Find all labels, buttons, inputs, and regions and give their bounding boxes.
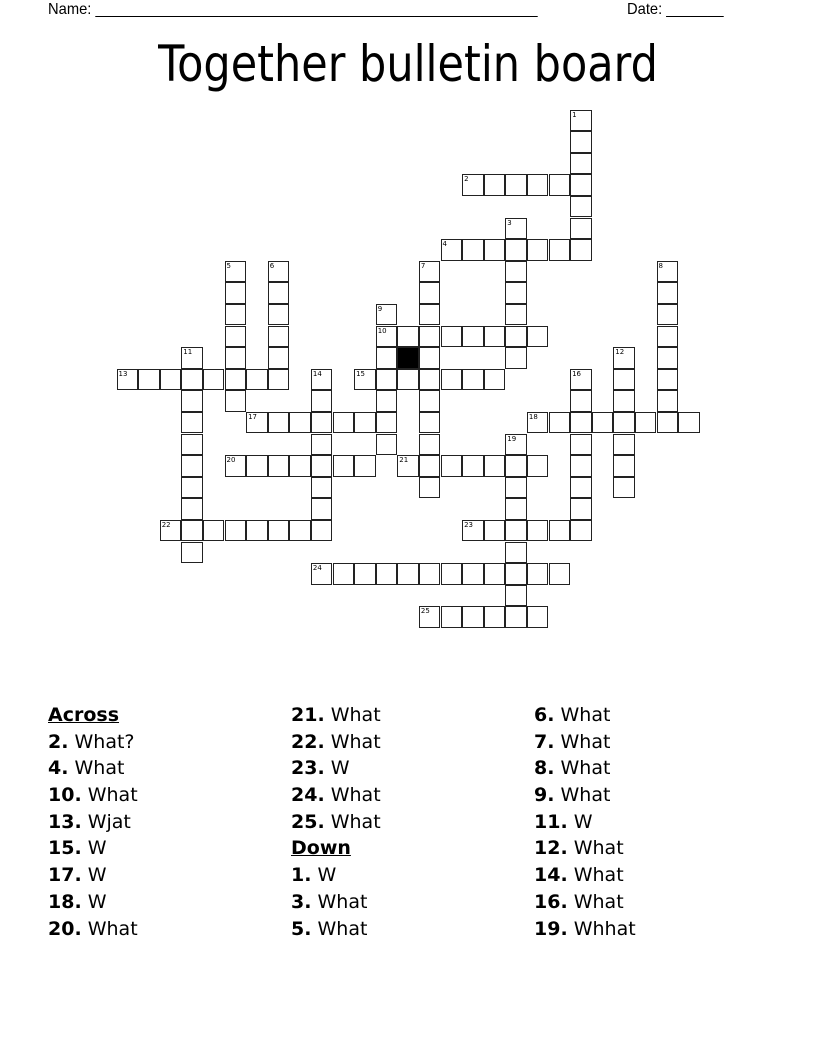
grid-cell[interactable] xyxy=(181,455,203,477)
grid-cell[interactable] xyxy=(570,412,592,434)
grid-cell[interactable] xyxy=(570,196,592,218)
clue-text: W xyxy=(330,757,350,780)
grid-cell[interactable] xyxy=(225,369,247,391)
clue-number-label: 14. xyxy=(534,864,568,887)
clue-item xyxy=(291,782,381,809)
grid-cell[interactable] xyxy=(657,282,679,304)
clue-text: W xyxy=(87,864,107,887)
grid-cell[interactable] xyxy=(505,606,527,628)
grid-cell[interactable] xyxy=(462,369,484,391)
clue-number: 22 xyxy=(161,520,171,529)
grid-cell[interactable] xyxy=(117,369,139,391)
grid-cell[interactable] xyxy=(289,520,311,542)
clue-item xyxy=(534,755,636,782)
clue-text: What xyxy=(330,730,381,753)
grid-cell[interactable] xyxy=(419,412,441,434)
clue-text: W xyxy=(87,890,107,913)
clue-item xyxy=(48,729,138,756)
grid-cell[interactable] xyxy=(419,455,441,477)
grid-cell[interactable] xyxy=(613,390,635,412)
clue-item xyxy=(291,862,381,889)
grid-cell[interactable] xyxy=(181,520,203,542)
grid-cell[interactable] xyxy=(181,369,203,391)
grid-cell[interactable] xyxy=(505,218,527,240)
clue-item xyxy=(534,729,636,756)
grid-cell[interactable] xyxy=(441,326,463,348)
grid-cell[interactable] xyxy=(225,390,247,412)
clue-item xyxy=(534,916,636,943)
clue-number: 15 xyxy=(356,369,366,378)
grid-cell[interactable] xyxy=(419,563,441,585)
clue-number: 14 xyxy=(312,369,322,378)
grid-cell[interactable] xyxy=(657,369,679,391)
clue-number-label: 13. xyxy=(48,810,82,833)
grid-cell[interactable] xyxy=(246,412,268,434)
grid-cell[interactable] xyxy=(333,563,355,585)
grid-cell[interactable] xyxy=(484,606,506,628)
clue-item xyxy=(534,782,636,809)
clue-text: What xyxy=(330,784,381,807)
grid-cell[interactable] xyxy=(570,131,592,153)
grid-cell[interactable] xyxy=(268,347,290,369)
grid-cell[interactable] xyxy=(570,218,592,240)
clue-text: What xyxy=(330,704,381,726)
grid-cell[interactable] xyxy=(527,239,549,261)
grid-cell[interactable] xyxy=(613,347,635,369)
clue-text: What xyxy=(560,704,611,726)
grid-cell[interactable] xyxy=(311,563,333,585)
grid-cell[interactable] xyxy=(527,606,549,628)
clue-number: 20 xyxy=(226,456,236,465)
grid-cell[interactable] xyxy=(484,174,506,196)
grid-cell[interactable] xyxy=(181,412,203,434)
clue-item xyxy=(291,702,381,729)
grid-cell[interactable] xyxy=(225,347,247,369)
grid-cell[interactable] xyxy=(570,477,592,499)
grid-cell[interactable] xyxy=(657,412,679,434)
clue-number: 10 xyxy=(377,326,387,335)
clue-number: 23 xyxy=(464,520,474,529)
down-heading: Down xyxy=(291,837,351,860)
clue-number-label: 6. xyxy=(534,704,555,726)
clue-item xyxy=(48,916,138,943)
clue-number: 1 xyxy=(572,110,577,119)
grid-cell[interactable] xyxy=(505,326,527,348)
clue-text: What xyxy=(87,917,138,940)
grid-cell[interactable] xyxy=(570,498,592,520)
clue-column-3 xyxy=(534,702,636,942)
grid-cell[interactable] xyxy=(505,455,527,477)
clue-item xyxy=(48,889,138,916)
grid-cell[interactable] xyxy=(527,174,549,196)
grid-cell[interactable] xyxy=(419,347,441,369)
grid-cell[interactable] xyxy=(419,282,441,304)
clue-number: 24 xyxy=(312,564,322,573)
clue-number-label: 9. xyxy=(534,784,555,807)
grid-cell[interactable] xyxy=(462,174,484,196)
grid-cell[interactable] xyxy=(268,282,290,304)
clue-item xyxy=(48,862,138,889)
grid-cell[interactable] xyxy=(181,434,203,456)
grid-cell[interactable] xyxy=(505,434,527,456)
grid-cell[interactable] xyxy=(657,390,679,412)
grid-cell[interactable] xyxy=(657,326,679,348)
name-field[interactable]: Name: ______________________________________________________ xyxy=(48,1,538,18)
clue-number: 6 xyxy=(269,261,275,270)
clue-number-label: 24. xyxy=(291,784,325,807)
grid-cell[interactable] xyxy=(484,520,506,542)
grid-cell[interactable] xyxy=(181,542,203,564)
clue-number-label: 4. xyxy=(48,757,69,780)
clue-number: 18 xyxy=(528,412,538,421)
grid-cell[interactable] xyxy=(657,261,679,283)
clue-number: 19 xyxy=(507,434,517,443)
grid-cell[interactable] xyxy=(484,369,506,391)
clue-item xyxy=(534,702,636,729)
grid-cell[interactable] xyxy=(613,369,635,391)
grid-cell[interactable] xyxy=(549,563,571,585)
clue-number-label: 2. xyxy=(48,730,69,753)
grid-cell[interactable] xyxy=(570,390,592,412)
grid-cell[interactable] xyxy=(397,326,419,348)
clue-number: 8 xyxy=(658,261,663,270)
clue-text: What xyxy=(560,730,611,753)
grid-cell[interactable] xyxy=(505,563,527,585)
grid-cell[interactable] xyxy=(484,239,506,261)
clue-text: What xyxy=(573,890,624,913)
grid-cell[interactable] xyxy=(246,520,268,542)
clue-item xyxy=(291,755,381,782)
clue-text: W xyxy=(573,810,593,833)
grid-cell[interactable] xyxy=(527,412,549,434)
clue-number-label: 22. xyxy=(291,730,325,753)
grid-cell[interactable] xyxy=(527,563,549,585)
grid-cell[interactable] xyxy=(419,434,441,456)
grid-cell[interactable] xyxy=(441,455,463,477)
grid-cell[interactable] xyxy=(225,520,247,542)
grid-cell[interactable] xyxy=(311,390,333,412)
grid-cell[interactable] xyxy=(419,606,441,628)
clue-number: 13 xyxy=(118,369,128,378)
grid-cell[interactable] xyxy=(441,563,463,585)
grid-cell[interactable] xyxy=(527,455,549,477)
clue-number: 4 xyxy=(442,240,447,249)
clue-item xyxy=(534,862,636,889)
grid-cell[interactable] xyxy=(138,369,160,391)
clue-number-label: 10. xyxy=(48,784,82,807)
grid-cell[interactable] xyxy=(570,239,592,261)
grid-cell[interactable] xyxy=(462,326,484,348)
grid-cell[interactable] xyxy=(419,326,441,348)
grid-cell[interactable] xyxy=(311,455,333,477)
grid-cell[interactable] xyxy=(225,261,247,283)
clue-item xyxy=(534,889,636,916)
grid-cell[interactable] xyxy=(570,174,592,196)
grid-cell[interactable] xyxy=(570,434,592,456)
grid-cell[interactable] xyxy=(376,412,398,434)
grid-cell[interactable] xyxy=(462,239,484,261)
grid-cell[interactable] xyxy=(354,369,376,391)
grid-cell[interactable] xyxy=(225,282,247,304)
clue-number-label: 7. xyxy=(534,730,555,753)
clue-number-label: 5. xyxy=(291,917,312,940)
grid-cell[interactable] xyxy=(376,304,398,326)
clue-number: 7 xyxy=(420,261,426,270)
grid-cell[interactable] xyxy=(419,369,441,391)
grid-cell[interactable] xyxy=(311,412,333,434)
grid-cell[interactable] xyxy=(419,261,441,283)
grid-cell[interactable] xyxy=(549,239,571,261)
grid-cell[interactable] xyxy=(613,412,635,434)
grid-cell[interactable] xyxy=(505,477,527,499)
grid-cell[interactable] xyxy=(570,369,592,391)
grid-cell[interactable] xyxy=(311,498,333,520)
grid-cell[interactable] xyxy=(635,412,657,434)
grid-cell[interactable] xyxy=(549,412,571,434)
grid-cell[interactable] xyxy=(311,369,333,391)
clue-text: Whhat xyxy=(573,917,636,940)
grid-cell[interactable] xyxy=(462,520,484,542)
grid-cell[interactable] xyxy=(441,606,463,628)
clue-column-1 xyxy=(48,702,138,942)
clue-number: 11 xyxy=(183,348,193,357)
clue-item xyxy=(291,809,381,836)
grid-cell[interactable] xyxy=(505,347,527,369)
grid-cell[interactable] xyxy=(268,326,290,348)
clue-number-label: 8. xyxy=(534,757,555,780)
grid-cell[interactable] xyxy=(505,542,527,564)
grid-cell[interactable] xyxy=(354,455,376,477)
grid-cell[interactable] xyxy=(549,174,571,196)
clue-number: 9 xyxy=(377,304,383,313)
clue-text: What xyxy=(560,784,611,807)
clue-text: What xyxy=(317,890,368,913)
grid-cell[interactable] xyxy=(160,369,182,391)
clue-item xyxy=(48,755,138,782)
grid-cell[interactable] xyxy=(505,304,527,326)
grid-cell[interactable] xyxy=(613,434,635,456)
clue-number: 3 xyxy=(507,218,512,227)
clue-number-label: 18. xyxy=(48,890,82,913)
grid-cell[interactable] xyxy=(203,520,225,542)
grid-cell[interactable] xyxy=(397,563,419,585)
clue-item xyxy=(534,809,636,836)
grid-cell[interactable] xyxy=(419,390,441,412)
grid-cell[interactable] xyxy=(484,563,506,585)
grid-cell[interactable] xyxy=(570,455,592,477)
clue-number: 12 xyxy=(615,348,625,357)
grid-cell[interactable] xyxy=(311,520,333,542)
across-heading: Across xyxy=(48,704,120,726)
clue-number: 21 xyxy=(399,456,409,465)
clue-number: 2 xyxy=(464,175,469,184)
clue-text: What? xyxy=(74,730,135,753)
clue-text: What xyxy=(87,784,138,807)
grid-cell[interactable] xyxy=(203,369,225,391)
grid-cell[interactable] xyxy=(376,390,398,412)
clue-item xyxy=(48,835,138,862)
clue-item xyxy=(48,782,138,809)
grid-cell[interactable] xyxy=(441,369,463,391)
grid-cell[interactable] xyxy=(397,369,419,391)
clue-text: Wjat xyxy=(87,810,131,833)
clue-number-label: 19. xyxy=(534,917,568,940)
grid-cell[interactable] xyxy=(505,261,527,283)
clue-number: 17 xyxy=(248,412,258,421)
grid-cell[interactable] xyxy=(419,477,441,499)
grid-cell[interactable] xyxy=(592,412,614,434)
grid-cell[interactable] xyxy=(549,520,571,542)
clue-item xyxy=(291,729,381,756)
clue-number-label: 3. xyxy=(291,890,312,913)
grid-cell[interactable] xyxy=(311,477,333,499)
clue-text: W xyxy=(87,837,107,860)
grid-cell[interactable] xyxy=(441,239,463,261)
clue-text: What xyxy=(74,757,125,780)
grid-cell[interactable] xyxy=(505,282,527,304)
grid-cell[interactable] xyxy=(505,585,527,607)
grid-cell[interactable] xyxy=(311,434,333,456)
grid-cell[interactable] xyxy=(613,455,635,477)
grid-cell[interactable] xyxy=(505,520,527,542)
clue-number-label: 16. xyxy=(534,890,568,913)
grid-cell[interactable] xyxy=(181,347,203,369)
clue-number-label: 23. xyxy=(291,757,325,780)
grid-cell[interactable] xyxy=(225,326,247,348)
grid-cell[interactable] xyxy=(376,434,398,456)
grid-cell[interactable] xyxy=(181,390,203,412)
clue-number-label: 25. xyxy=(291,810,325,833)
grid-cell[interactable] xyxy=(181,498,203,520)
grid-cell[interactable] xyxy=(527,326,549,348)
clue-text: What xyxy=(330,810,381,833)
grid-cell[interactable] xyxy=(289,455,311,477)
clue-text: What xyxy=(573,837,624,860)
grid-cell[interactable] xyxy=(376,369,398,391)
clue-column-2 xyxy=(291,702,381,942)
clue-number-label: 12. xyxy=(534,837,568,860)
grid-cell[interactable] xyxy=(613,477,635,499)
grid-cell[interactable] xyxy=(505,239,527,261)
clue-text: What xyxy=(560,757,611,780)
grid-cell[interactable] xyxy=(570,153,592,175)
grid-cell[interactable] xyxy=(462,455,484,477)
grid-cell[interactable] xyxy=(484,326,506,348)
grid-cell[interactable] xyxy=(570,520,592,542)
grid-cell[interactable] xyxy=(527,520,549,542)
clue-text: W xyxy=(317,864,337,887)
clue-number-label: 15. xyxy=(48,837,82,860)
grid-cell[interactable] xyxy=(333,412,355,434)
clue-text: What xyxy=(573,864,624,887)
date-field[interactable]: Date: _______ xyxy=(627,1,724,18)
grid-cell[interactable] xyxy=(462,563,484,585)
grid-cell[interactable] xyxy=(333,455,355,477)
clue-number-label: 20. xyxy=(48,917,82,940)
grid-cell[interactable] xyxy=(268,304,290,326)
grid-cell[interactable] xyxy=(570,110,592,132)
grid-cell[interactable] xyxy=(462,606,484,628)
grid-cell[interactable] xyxy=(160,520,182,542)
grid-cell[interactable] xyxy=(376,563,398,585)
grid-cell[interactable] xyxy=(505,498,527,520)
grid-cell[interactable] xyxy=(268,369,290,391)
grid-cell[interactable] xyxy=(397,455,419,477)
clue-number-label: 1. xyxy=(291,864,312,887)
grid-cell[interactable] xyxy=(376,347,398,369)
clue-number: 25 xyxy=(420,607,430,616)
clue-text: What xyxy=(317,917,368,940)
grid-cell[interactable] xyxy=(246,455,268,477)
grid-cell[interactable] xyxy=(268,412,290,434)
grid-cell[interactable] xyxy=(268,261,290,283)
page-title: Together bulletin board xyxy=(158,35,658,93)
clue-item xyxy=(291,889,381,916)
grid-cell[interactable] xyxy=(484,455,506,477)
clue-number-label: 17. xyxy=(48,864,82,887)
grid-cell[interactable] xyxy=(419,304,441,326)
grid-cell[interactable] xyxy=(289,412,311,434)
clue-item xyxy=(291,916,381,943)
grid-cell[interactable] xyxy=(657,304,679,326)
grid-cell[interactable] xyxy=(268,520,290,542)
clue-number-label: 11. xyxy=(534,810,568,833)
grid-cell[interactable] xyxy=(181,477,203,499)
grid-cell[interactable] xyxy=(657,347,679,369)
grid-cell[interactable] xyxy=(376,326,398,348)
clue-number: 16 xyxy=(572,369,582,378)
grid-cell[interactable] xyxy=(354,412,376,434)
grid-cell[interactable] xyxy=(225,455,247,477)
clue-item xyxy=(48,809,138,836)
clue-number: 5 xyxy=(226,261,231,270)
clue-number-label: 21. xyxy=(291,704,325,726)
grid-cell[interactable] xyxy=(354,563,376,585)
grid-cell[interactable] xyxy=(505,174,527,196)
grid-cell[interactable] xyxy=(268,455,290,477)
blocked-cell xyxy=(397,347,419,369)
grid-cell[interactable] xyxy=(678,412,700,434)
grid-cell[interactable] xyxy=(225,304,247,326)
clue-item xyxy=(534,835,636,862)
grid-cell[interactable] xyxy=(246,369,268,391)
